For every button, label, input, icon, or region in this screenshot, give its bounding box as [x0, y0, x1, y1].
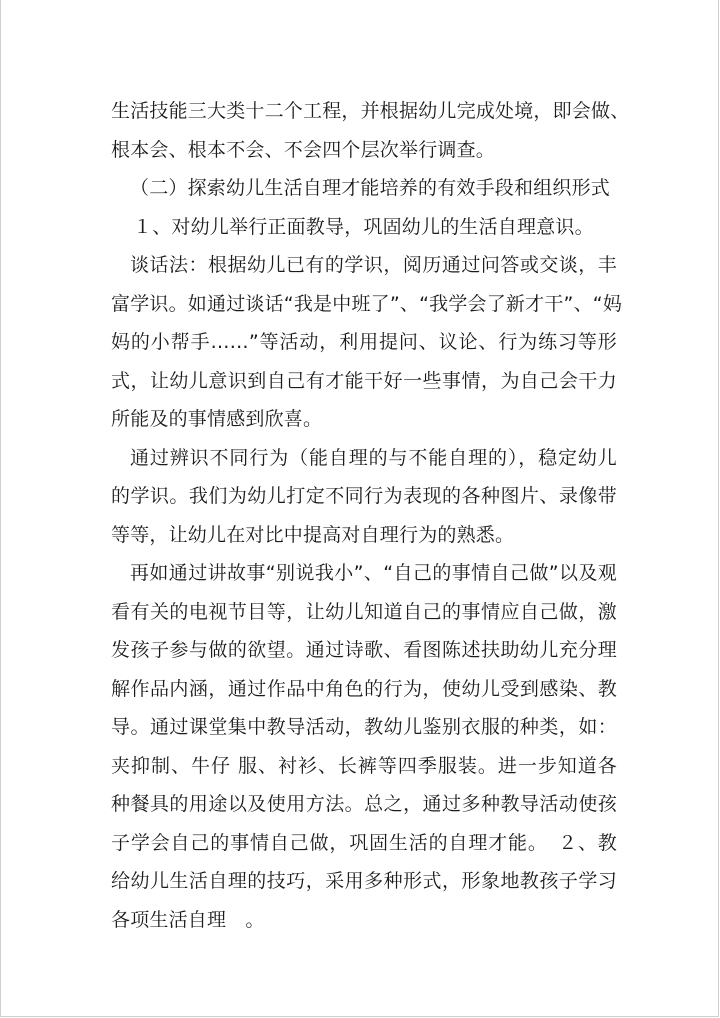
paragraph-line: 通过辨识不同行为（能自理的与不能自理的），稳定幼儿: [130, 446, 617, 469]
paragraph-line: 等等，让幼儿在对比中提高对自理行为的熟悉。: [111, 523, 515, 546]
paragraph-line: 妈的小帮手……”等活动，利用提问、议论、行为练习等形: [111, 331, 617, 353]
paragraph-line: 再如通过讲故事“别说我小”、“自己的事情自己做”以及观: [130, 562, 617, 584]
document-body: [111, 92, 630, 939]
paragraph-line: 解作品内涵，通过作品中角色的行为，使幼儿受到感染、教: [111, 677, 617, 700]
paragraph-line: 给幼儿生活自理的技巧，采用多种形式，形象地教孩子学习: [111, 870, 617, 892]
paragraph-line: 发孩子参与做的欲望。通过诗歌、看图陈述扶助幼儿充分理: [111, 639, 617, 661]
paragraph-line: 看有关的电视节目等，让幼儿知道自己的事情应自己做，激: [111, 600, 617, 623]
paragraph-line: 所能及的事情感到欣喜。: [111, 408, 323, 430]
paragraph-line: 式，让幼儿意识到自己有才能干好一些事情，为自己会干力: [111, 369, 617, 392]
section-heading: （二）探索幼儿生活自理才能培养的有效手段和组织形式: [130, 177, 611, 199]
paragraph-line: 谈话法：根据幼儿已有的学识，阅历通过问答或交谈，丰: [130, 254, 617, 276]
paragraph-line: 生活技能三大类十二个工程，并根据幼儿完成处境，即会做、: [111, 100, 630, 122]
paragraph-line: 导。通过课堂集中教导活动，教幼儿鉴别衣服的种类，如：: [111, 716, 617, 738]
paragraph-line: 种餐具的用途以及使用方法。总之，通过多种教导活动使孩: [111, 793, 617, 815]
paragraph-line: 各项生活自理 。: [111, 908, 265, 931]
subsection-heading: １、对幼儿举行正面教导，巩固幼儿的生活自理意识。: [133, 215, 594, 238]
paragraph-line: 根本会、根本不会、不会四个层次举行调查。: [111, 138, 496, 161]
paragraph-line: 夹抑制、牛仔 服、衬衫、长裤等四季服装。进一步知道各: [111, 754, 617, 777]
paragraph-line: 子学会自己的事情自己做，巩固生活的自理才能。 ２、教: [111, 831, 617, 854]
paragraph-line: 富学识。如通过谈话“我是中班了”、“我学会了新才干”、“妈: [111, 292, 623, 315]
paragraph-line: 的学识。我们为幼儿打定不同行为表现的各种图片、录像带: [111, 485, 617, 507]
